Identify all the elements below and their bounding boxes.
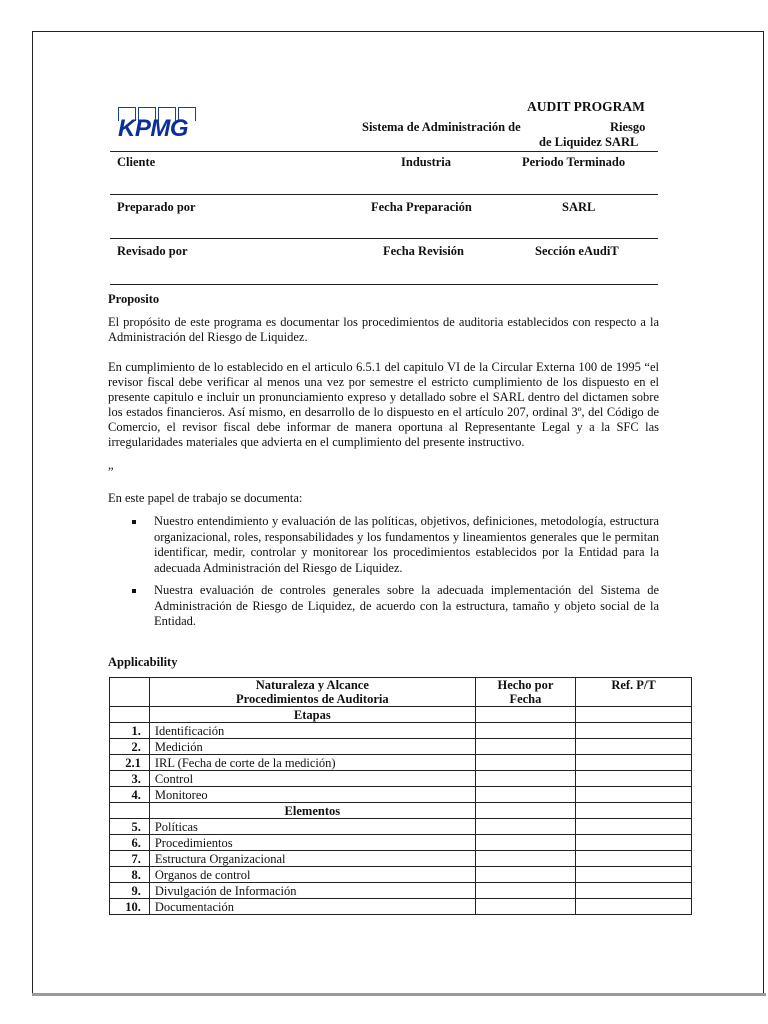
system-line1-right: Riesgo: [610, 120, 646, 134]
purpose-paragraph-2: En cumplimiento de lo establecido en el articulo 6.5.1 del capitulo VI de la Circular Externa 100 de 1995 “el revisor fiscal debe verificar al menos una vez por semestre el estricto cumplimiento de los dispuesto en el presente capitulo e incluir un pronunciamiento expreso y detallado sobre el SARL dentro del dictamen sobre los estados financieros. Así mismo, en desarrollo de lo dispuesto en el artículo 207, ordinal 3º, del Código de Comercio, el revisor fiscal debe informar de manera oportuna al Representante Legal y a la SFC las irregularidades materiales que advierta en el cumplimiento del presente instructivo.: [108, 360, 659, 449]
section-row: [110, 707, 692, 723]
field-preparado: Preparado por: [117, 200, 196, 214]
table-row: 9. Divulgación de Información: [110, 883, 692, 899]
row-label: Monitoreo: [149, 787, 475, 803]
field-periodo: Periodo Terminado: [522, 155, 626, 169]
kpmg-logo: [118, 107, 206, 145]
divider: [110, 284, 658, 285]
section-row: [110, 803, 692, 819]
bullet-list: [130, 514, 659, 637]
header-hecho-por: Hecho por Fecha: [475, 678, 575, 707]
documents-intro: En este papel de trabajo se documenta:: [108, 491, 303, 505]
row-label: Divulgación de Información: [149, 883, 475, 899]
section-elementos: Elementos: [149, 803, 475, 819]
table-row: 3. Control: [110, 771, 692, 787]
bullet-text: Nuestra evaluación de controles generales sobre la adecuada implementación del Sistema de Administración de Riesgo de Liquidez, de acuerdo con la estructura, tamaño y objeto social de la Entidad.: [154, 583, 659, 628]
field-seccion: Sección eAudiT: [535, 244, 619, 258]
row-label: Identificación: [149, 723, 475, 739]
field-revisado: Revisado por: [117, 244, 188, 258]
header-procedures: Naturaleza y Alcance Procedimientos de Auditoria: [149, 678, 475, 707]
table-row: 2.1 IRL (Fecha de corte de la medición): [110, 755, 692, 771]
procedures-table: [109, 677, 692, 915]
table-row: 5. Políticas: [110, 819, 692, 835]
divider: [110, 194, 658, 195]
row-label: Medición: [149, 739, 475, 755]
quote-close: ”: [108, 465, 114, 479]
row-label: IRL (Fecha de corte de la medición): [149, 755, 475, 771]
row-label: Procedimientos: [149, 835, 475, 851]
audit-program-title: AUDIT PROGRAM: [527, 99, 645, 114]
purpose-paragraph-1: El propósito de este programa es documentar los procedimientos de auditoria establecidos con respecto a la Administración del Riesgo de Liquidez.: [108, 315, 659, 344]
row-label: Organos de control: [149, 867, 475, 883]
bullet-item: [130, 583, 659, 630]
row-label: Estructura Organizacional: [149, 851, 475, 867]
table-header-row: [110, 678, 692, 707]
page-shadow: [32, 993, 766, 996]
header-ref: Ref. P/T: [576, 678, 692, 707]
field-fecha-revision: Fecha Revisión: [383, 244, 464, 258]
table-row: 7. Estructura Organizacional: [110, 851, 692, 867]
table-row: 4. Monitoreo: [110, 787, 692, 803]
field-fecha-preparacion: Fecha Preparación: [371, 200, 472, 214]
table-row: 1. Identificación: [110, 723, 692, 739]
field-cliente: Cliente: [117, 155, 156, 169]
row-label: Control: [149, 771, 475, 787]
row-label: Documentación: [149, 899, 475, 915]
bullet-text: Nuestro entendimiento y evaluación de las políticas, objetivos, definiciones, metodología, estructura organizacional, roles, responsabilidades y los fundamentos y lineamientos generales que le permitan identificar, medir, controlar y monitorear los procedimientos establecidos por la Entidad para la adecuada Administración del Riesgo de Liquidez.: [154, 514, 659, 575]
purpose-heading: Proposito: [108, 292, 160, 306]
table-row: 10. Documentación: [110, 899, 692, 915]
divider: [110, 238, 658, 239]
field-industria: Industria: [401, 155, 452, 169]
field-sarl: SARL: [562, 200, 596, 214]
section-etapas: Etapas: [149, 707, 475, 723]
bullet-marker-icon: [132, 589, 136, 593]
logo-text: KPMG: [118, 115, 188, 142]
row-label: Políticas: [149, 819, 475, 835]
system-line1-left: Sistema de Administración de: [362, 120, 521, 134]
bullet-marker-icon: [132, 520, 136, 524]
applicability-heading: Applicability: [108, 655, 178, 669]
table-row: 2. Medición: [110, 739, 692, 755]
bullet-item: [130, 514, 659, 576]
header-num: [110, 678, 150, 707]
system-line2: de Liquidez SARL: [539, 135, 639, 149]
table-row: 6. Procedimientos: [110, 835, 692, 851]
table-row: 8. Organos de control: [110, 867, 692, 883]
divider: [110, 151, 658, 152]
